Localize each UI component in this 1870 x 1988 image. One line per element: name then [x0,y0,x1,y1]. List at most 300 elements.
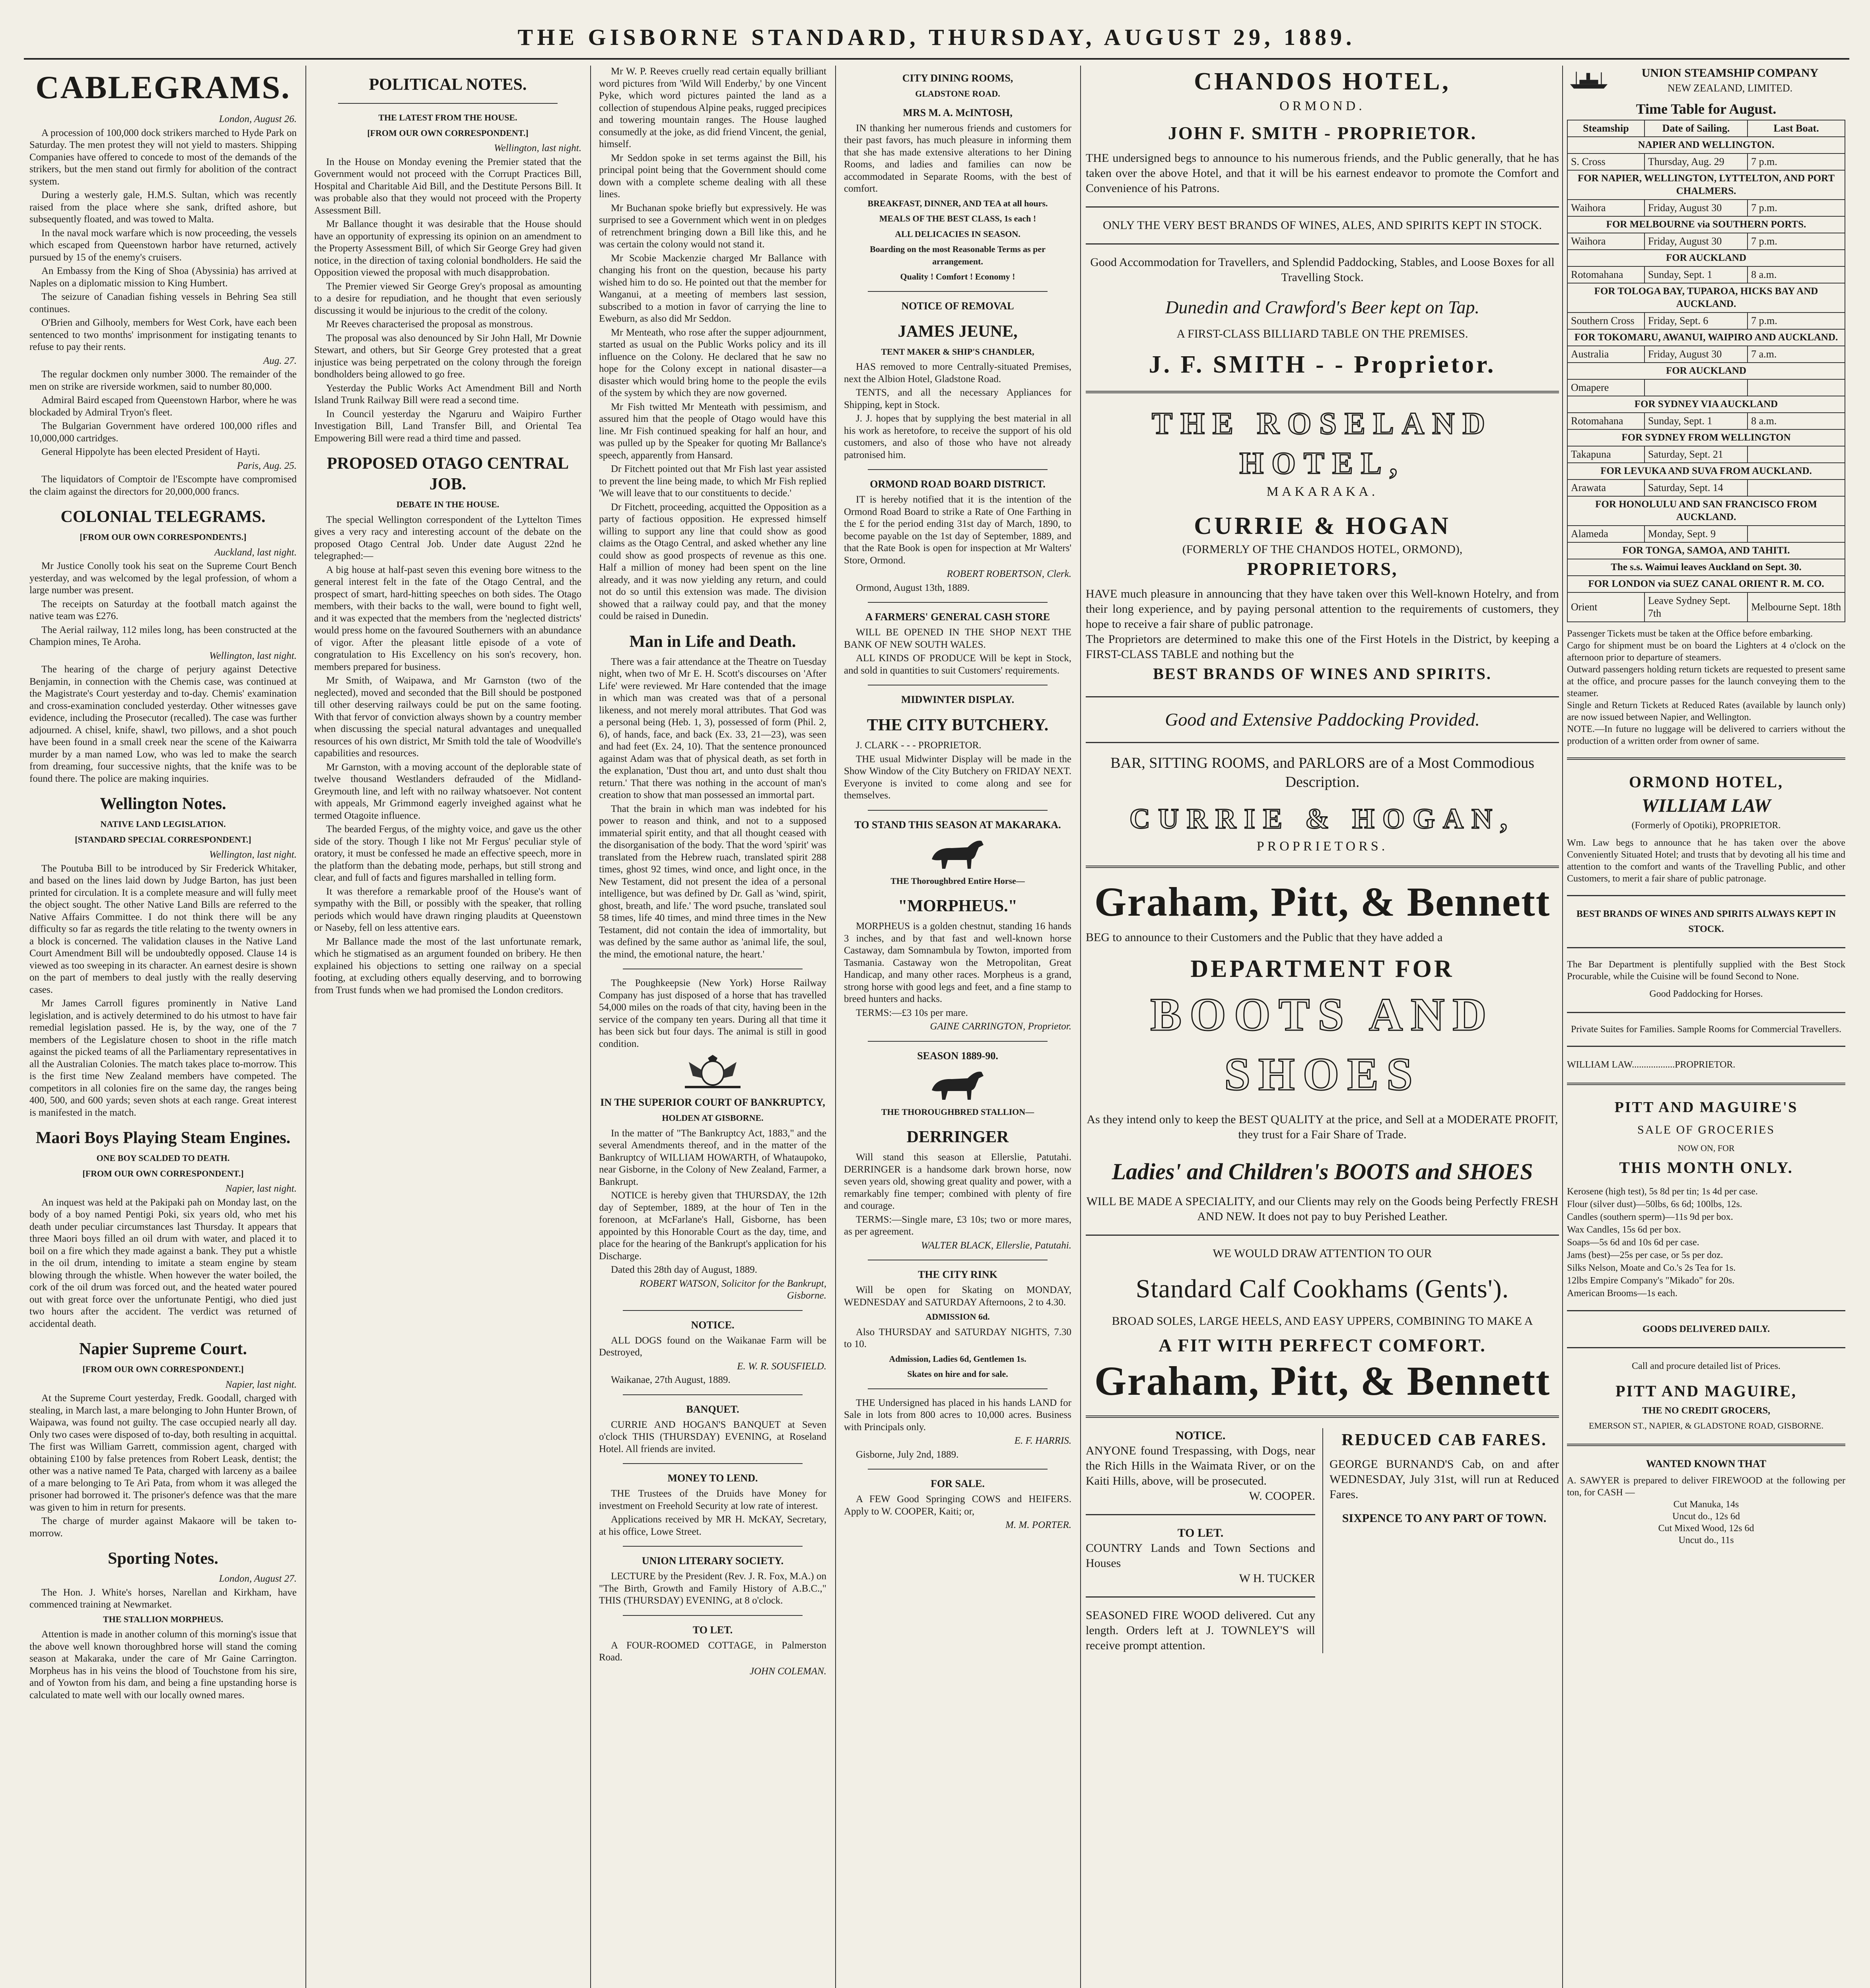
gpb-paragraph: WILL BE MADE A SPECIALITY, and our Clients may rely on the Goods being Perfectly FRESH AND NEW. It does not pay to buy Perished Leather. [1086,1195,1559,1223]
timetable-cell-boat: 7 p.m. [1748,200,1845,216]
timetable-cell-boat: Melbourne Sept. 18th [1748,592,1845,622]
column-debate-continued [593,66,832,1988]
horse-icon [924,1066,991,1102]
ad-paragraph: A FOUR-ROOMED COTTAGE, in Palmerston Road. [599,1640,826,1663]
price-list-item: American Brooms—1s each. [1567,1288,1678,1299]
dateline: Napier, last night. [225,1379,297,1390]
price-list-item: Jams (best)—25s per case, or 5s per doz. [1567,1250,1723,1260]
kicker: ONE BOY SCALDED TO DEATH. [96,1153,230,1163]
kicker: [FROM OUR OWN CORRESPONDENT.] [82,1364,244,1374]
article-paragraph: Mr Seddon spoke in set terms against the Bill, his principal point being that the Government should come down with a complete scheme dealing with all these lines. [599,152,826,200]
timetable-row [1567,592,1845,622]
article-paragraph: Admiral Baird escaped from Queenstown Harbor, where he was blockaded by Admiral Tryon's fleet. [29,395,297,418]
ad-signature: WALTER BLACK, Ellerslie, Patutahi. [921,1240,1071,1251]
article-paragraph: General Hippolyte has been elected President of Hayti. [41,447,260,457]
article-paragraph: In Council yesterday the Ngaruru and Waipiro Further Investigation Bill, Land Transfer Bill, and Oriental Tea Empowering Bill were read a third time and passed. [314,408,581,444]
cab-fares-town: SIXPENCE TO ANY PART OF TOWN. [1342,1512,1547,1525]
bottom-notices [1086,1428,1559,1653]
timetable-row [1567,346,1845,363]
column-political [309,66,587,1988]
ad-paragraph: THE Undersigned has placed in his hands LAND for Sale in lots from 800 acres to 10,000 acres. Business with Principals only. [844,1397,1071,1433]
gpb-department: DEPARTMENT FOR [1190,955,1454,982]
ad-paragraph: MORPHEUS is a golden chestnut, standing 16 hands 3 inches, and by that fast and well-known horse Castaway, dam Somnambula by Towton, imported from Tasmania. Castaway won the Metropolitan, Great Handicap, and many other races. Morpheus is a grand, strong horse with good legs and feet, and a fine stamp to breed hunters and hacks. [844,921,1071,1004]
pitt-maguire-month: THIS MONTH ONLY. [1619,1159,1793,1176]
timetable-cell-boat: 8 a.m. [1748,413,1845,429]
divider [1086,1514,1315,1515]
timetable-row [1567,200,1845,216]
price-list-item: Soaps—5s 6d and 10s 6d per case. [1567,1237,1699,1248]
article-paragraph: The proposal was also denounced by Sir John Hall, Mr Downie Stewart, and others, but Sir George Grey protested that a great injustice was being perpetrated on the colony through the foreign bondholders being allowed to go free. [314,332,581,380]
price-list-item: Kerosene (high test), 5s 8d per tin; 1s 4d per case. [1567,1186,1758,1197]
gpb-calf-cookhams: Standard Calf Cookhams (Gents'). [1135,1274,1509,1303]
kicker: NATIVE LAND LEGISLATION. [100,819,226,829]
divider [868,1041,1048,1042]
ad-line: MEALS OF THE BEST CLASS, 1s each ! [879,214,1036,223]
timetable-row [1567,153,1845,170]
timetable-cell-ship: Omapere [1567,379,1645,396]
timetable-row [1567,480,1845,496]
article-paragraph: The hearing of the charge of perjury against Detective Benjamin, in connection with the Chemis case, was continued at the Magistrate's Court yesterday and to-day. Chemis' examination and cross-examination concluded yesterday. Other witnesses gave evidence, including the Prosecutor (recalled). The case was further adjourned. A chisel, knife, shawl, two pillows, and a shot pouch have been found in a small creek near the scene of the Kaiwarra murder by a man named Low, who was led to make the search from dreaming, four successive nights, that the knife was to be found there. The police are making inquiries. [29,664,297,784]
kicker: [STANDARD SPECIAL CORRESPONDENT.] [75,834,251,845]
timetable-row [1567,313,1845,329]
article-paragraph: Mr Menteath, who rose after the supper adjournment, started as usual on the Public Works policy and its ill influence on the Colony. He declared that he saw no hope for the Colony except in national disaster—a disaster which would bring home to the people the evils of the system by which they are now governed. [599,327,826,398]
price-list-item: Candles (southern sperm)—11s 9d per box. [1567,1212,1733,1222]
divider [1086,1235,1559,1236]
uss-note: Cargo for shipment must be on board the Lighters at 4 o'clock on the afternoon prior to departure of steamers. [1567,641,1845,663]
uss-note: Passenger Tickets must be taken at the Office before embarking. [1567,629,1813,639]
article-paragraph: An Embassy from the King of Shoa (Abyssinia) has arrived at Naples on a diplomatic mission to King Humbert. [29,266,297,289]
section-title: Napier Supreme Court. [79,1340,247,1358]
timetable-row [1567,526,1845,542]
ad-paragraph: Waikanae, 27th August, 1889. [611,1375,731,1385]
article-paragraph: The liquidators of Comptoir de l'Escompte have compromised the claim against the directors for 20,000,000 francs. [29,474,297,497]
cab-fares-ad [1322,1428,1559,1653]
article-paragraph: The bearded Fergus, of the mighty voice, and gave us the other side of the story. Though I like not Mr Fergus' peculiar style of oratory, it must be confessed he made an effective speech, more in the platform than the debating mode, perhaps, but still strong and clear, and full of facts and figures marshalled in telling form. [314,824,581,883]
cab-fares-paragraph: GEORGE BURNAND'S Cab, on and after WEDNESDAY, July 31st, will run at Reduced Fares. [1330,1458,1559,1501]
william-law-formerly: (Formerly of Opotiki), PROPRIETOR. [1631,820,1781,831]
ad-heading: BANQUET. [686,1403,739,1415]
ad-line: J. CLARK - - - PROPRIETOR. [856,740,982,751]
chandos-wines: ONLY THE VERY BEST BRANDS OF WINES, ALES, AND SPIRITS KEPT IN STOCK. [1102,219,1542,232]
article-paragraph: Mr Garnston, with a moving account of the deplorable state of twelve thousand Westlanders defrauded of the Midland-Greymouth line, and left with no railway whatsoever. Not content with appeals, Mr Grimmond eagerly inveighed against what he termed Otagoite influence. [314,761,581,821]
dateline: Wellington, last night. [494,143,581,153]
notice-signature: W H. TUCKER [1239,1572,1315,1585]
divider [868,602,1048,603]
gpb-fit: A FIT WITH PERFECT COMFORT. [1159,1335,1486,1355]
ad-heading: UNION LITERARY SOCIETY. [641,1555,784,1567]
kicker: [FROM OUR OWN CORRESPONDENT.] [82,1168,244,1178]
pitt-maguire-delivery: GOODS DELIVERED DAILY. [1642,1324,1770,1334]
article-paragraph: Mr Reeves characterised the proposal as monstrous. [326,319,533,330]
article-paragraph: In the naval mock warfare which is now proceeding, the vessels which escaped from Queenstown harbor have returned, actively pursued by 15 of the enemy's cruisers. [29,227,297,263]
section-title: PROPOSED OTAGO CENTRAL JOB. [327,454,569,493]
roseland-location: MAKARAKA. [1266,484,1378,499]
price-list-item: Wax Candles, 15s 6d per box. [1567,1225,1681,1235]
ad-paragraph: ALL DOGS found on the Waikanae Farm will be Destroyed, [599,1335,826,1358]
dateline: Auckland, last night. [214,547,297,558]
chandos-hotel-title: CHANDOS HOTEL, [1194,68,1451,95]
article-paragraph: At the Supreme Court yesterday, Fredk. Goodall, charged with stealing, in March last, a mare belonging to John Hunter Brown, of Waipawa, was found not guilty. The case occupied nearly all day. Only two cases were disposed of to-day, both resulting in acquittal. The first was William Garrett, commission agent, charged with obtaining £100 by false pretences from Robert Leask, dentist; the other was a native named Te Pata, charged with larceny as a bailee of a mare belonging to Te Arì Pata, from whom it was alleged the prisoner had borrowed it. The prisoner's defence was that the mare was given to him in return for presents. [29,1393,297,1513]
ormond-hotel-paddocking: Good Paddocking for Horses. [1649,989,1763,999]
article-paragraph: Dr Fitchett, proceeding, acquitted the Opposition as a party of factious opposition. He expressed himself willing to support any line that could show as good claims as the Otago Central, and asked whether any line could show as good prospects of revenue as this one. Half a million of money had been spent on the line already, and it was now yielding any return, and could not do so until this extension was made. The division showed that a railway could pay, and that the money could be raised in Dunedin. [599,501,826,621]
ad-heading: MIDWINTER DISPLAY. [901,694,1015,705]
article-paragraph: The Aerial railway, 112 miles long, has been constructed at the Champion mines, Te Aroha. [29,624,297,647]
ad-line: TENT MAKER & SHIP'S CHANDLER, [881,346,1034,357]
column-rule [1080,66,1081,1988]
ad-signature: E. F. HARRIS. [1014,1435,1071,1446]
timetable-cell-boat: 7 a.m. [1748,346,1845,363]
ormond-hotel-suites: Private Suites for Families. Sample Rooms for Commercial Travellers. [1571,1024,1841,1035]
article-paragraph: The regular dockmen only number 3000. The remainder of the men on strike are riverside workmen, said to number 80,000. [29,369,297,392]
divider [1567,1444,1845,1446]
chandos-beer: Dunedin and Crawford's Beer kept on Tap. [1165,297,1479,317]
column-rule [1562,66,1563,1988]
article-paragraph: The special Wellington correspondent of the Lyttelton Times gives a very racy and interesting account of the debate on the proposed Otago Central Job. Under date August 22nd he telegraphed:— [314,514,581,561]
timetable-cell-date: Friday, Sept. 6 [1645,313,1748,329]
timetable-cell-boat [1748,446,1845,463]
article-paragraph: Mr Ballance thought it was desirable that the House should have an opportunity of expressing its opinion on an amendment to the Property Assessment Bill, of which Sir George Grey had given notice, in the direction of taxing colonial bondholders. He said the Opposition viewed the proposal with much disapprobation. [314,219,581,278]
ad-paragraph: HAS removed to more Centrally-situated Premises, next the Albion Hotel, Gladstone Road. [844,361,1071,384]
divider [1086,243,1559,245]
article-paragraph: During a westerly gale, H.M.S. Sultan, which was recently raised from the place where she sank, drifted ashore, but subsequently floated, and was towed to Malta. [29,190,297,225]
timetable-cell-ship: Rotomahana [1567,266,1645,283]
divider [1567,1046,1845,1047]
timetable-route: FOR AUCKLAND [1567,363,1845,379]
currie-hogan-paragraph: The Proprietors are determined to make this one of the First Hotels in the District, by keeping a FIRST-CLASS TABLE and nothing but the [1086,633,1559,661]
timetable-route: The s.s. Waimui leaves Auckland on Sept. 30. [1567,559,1845,576]
notice-heading: TO LET. [1177,1526,1224,1540]
article-paragraph: The receipts on Saturday at the football match against the native team was £276. [29,598,297,621]
ad-paragraph: In the matter of "The Bankruptcy Act, 1883," and the several Amendments thereof, and in the matter of the Bankruptcy of WILLIAM HOWARTH, of Whataupoko, near Gisborne, in the Colony of New Zealand, Farmer, a Bankrupt. [599,1128,826,1187]
pitt-maguire-sale: SALE OF GROCERIES [1637,1123,1775,1136]
timetable-row [1567,216,1845,233]
pitt-maguire-address: EMERSON ST., NAPIER, & GLADSTONE ROAD, GISBORNE. [1588,1421,1824,1431]
ad-paragraph: THE Trustees of the Druids have Money for investment on Freehold Security at low rate of interest. [599,1488,826,1511]
timetable-route: FOR TOLOGA BAY, TUPAROA, HICKS BAY AND AUCKLAND. [1567,283,1845,313]
timetable-cell-date: Monday, Sept. 9 [1645,526,1748,542]
timetable-cell-date: Friday, August 30 [1645,346,1748,363]
firewood-item: Uncut do., 11s [1678,1535,1734,1545]
gpb-ladies-childrens: Ladies' and Children's BOOTS and SHOES [1112,1159,1533,1184]
ad-signature: M. M. PORTER. [1005,1520,1071,1530]
article-paragraph: In the House on Monday evening the Premier stated that the Government would not proceed with the Corrupt Practices Bill, Hospital and Charitable Aid Bill, and the Destitute Persons Bill. It was probable also that they would not proceed with the Property Assessment Bill. [314,156,581,216]
article-paragraph: The Poughkeepsie (New York) Horse Railway Company has just disposed of a horse that has travelled 54,000 miles on the roads of that city, having been in the service of the company ten years. During all that time it has been sick but four days. The animal is still in good condition. [599,978,826,1049]
uss-title: UNION STEAMSHIP COMPANY [1641,66,1819,80]
chandos-signature: J. F. SMITH - - Proprietor. [1149,351,1496,378]
ad-paragraph: THE usual Midwinter Display will be made in the Show Window of the City Butchery on FRIDAY NEXT. Everyone is invited to come along and see for themselves. [844,753,1071,801]
article-paragraph: The Bulgarian Government have ordered 100,000 rifles and 10,000,000 cartridges. [29,421,297,444]
ormond-hotel-brands: BEST BRANDS OF WINES AND SPIRITS ALWAYS KEPT IN STOCK. [1576,909,1836,934]
timetable-row [1567,413,1845,429]
timetable-cell-date: Leave Sydney Sept. 7th [1645,592,1748,622]
masthead: THE GISBORNE STANDARD, THURSDAY, AUGUST 29, 1889. [24,16,1849,60]
ad-paragraph: Applications received by MR H. McKAY, Secretary, at his office, Lowe Street. [599,1514,826,1537]
ad-signature: ROBERT WATSON, Solicitor for the Bankrupt, Gisborne. [640,1278,826,1301]
gpb-paragraph: As they intend only to keep the BEST QUALITY at the price, and Sell at a MODERATE PROFIT, they trust for a Fair Share of Trade. [1087,1113,1558,1141]
ad-paragraph: Ormond, August 13th, 1889. [856,582,970,593]
section-title: CABLEGRAMS. [35,69,291,105]
column-rule [305,66,306,1988]
ormond-hotel-paragraph: Wm. Law begs to announce that he has taken over the above Conveniently Situated Hotel; and trusts that by devoting all his time and attention to the comfort and wants of the Travelling Public, and other Customers, to merit a fair share of public patronage. [1567,838,1845,884]
article-paragraph: Mr Ballance made the most of the last unfortunate remark, which he stigmatised as an argument founded on bribery. He then explained his objections to setting one railway on a special footing, at excluding others equally deserving, and to borrowing from Trust funds when we had promised the London creditors. [314,936,581,996]
currie-hogan-proprietors: PROPRIETORS, [1247,559,1398,579]
currie-hogan-formerly: (FORMERLY OF THE CHANDOS HOTEL, ORMOND), [1182,543,1463,556]
dateline: Wellington, last night. [209,849,297,860]
wanted-known-heading: WANTED KNOWN THAT [1646,1458,1767,1470]
divider [868,1469,1048,1470]
chandos-accommodation: Good Accommodation for Travellers, and Splendid Paddocking, Stables, and Loose Boxes for all Travelling Stock. [1090,256,1555,284]
timetable-cell-date: Sunday, Sept. 1 [1645,413,1748,429]
pitt-maguire-price-list [1567,1185,1845,1300]
timetable-route: FOR TONGA, SAMOA, AND TAHITI. [1567,542,1845,559]
currie-hogan-signature: CURRIE & HOGAN, [1129,803,1515,835]
column-local-ads [838,66,1077,1988]
timetable-row [1567,137,1845,153]
article-paragraph: The seizure of Canadian fishing vessels in Behring Sea still continues. [29,291,297,315]
timetable-route: FOR LEVUKA AND SUVA FROM AUCKLAND. [1567,463,1845,480]
firewood-price-list [1567,1499,1845,1546]
uss-note: NOTE.—In future no luggage will be delivered to carriers without the production of a written order from owner of same. [1567,724,1845,746]
timetable-row [1567,396,1845,413]
pitt-maguire-signature: PITT AND MAGUIRE, [1615,1382,1797,1400]
hotel-and-boots-ads [1086,66,1559,1988]
ad-paragraph: TERMS:—£3 10s per mare. [856,1007,968,1018]
article-paragraph: It was therefore a remarkable proof of the House's want of sympathy with the Bill, or possibly with the speaker, that rolling periods which would have drawn ringing plaudits at Queenstown or Naseby, fell on less attentive ears. [314,886,581,933]
divider [623,1394,803,1395]
divider [1567,1310,1845,1311]
ad-paragraph: WILL BE OPENED IN THE SHOP NEXT THE BANK OF NEW SOUTH WALES. [844,627,1071,650]
section-title: Maori Boys Playing Steam Engines. [35,1129,291,1147]
currie-hogan-title: CURRIE & HOGAN [1194,513,1451,540]
ad-line: Boarding on the most Reasonable Terms as per arrangement. [870,244,1046,266]
article-paragraph: Mr Scobie Mackenzie charged Mr Ballance with changing his front on the question, because his party wished him to do so. He pointed out that the member for Wanganui, at a meeting of members last session, subscribed to a motion in favor of carrying the line to Eweburn, as also did Mr Seddon. [599,252,826,324]
timetable-cell-date: Sunday, Sept. 1 [1645,266,1748,283]
firewood-item: Cut Mixed Wood, 12s 6d [1658,1523,1754,1534]
ad-line: Skates on hire and for sale. [907,1369,1008,1379]
ad-subheading: HOLDEN AT GISBORNE. [662,1113,764,1123]
timetable-route: FOR LONDON via SUEZ CANAL ORIENT R. M. CO. [1567,576,1845,592]
column-cablegrams [24,66,302,1988]
timetable-cell-ship: Australia [1567,346,1645,363]
timetable-route: NAPIER AND WELLINGTON. [1567,137,1845,153]
divider [1086,206,1559,208]
kicker: THE STALLION MORPHEUS. [103,1614,224,1624]
ormond-hotel-signature: WILLIAM LAW..................PROPRIETOR. [1567,1060,1736,1070]
divider [1086,1596,1315,1598]
ad-paragraph: TERMS:—Single mare, £3 10s; two or more mares, as per agreement. [844,1214,1071,1237]
timetable-row [1567,170,1845,200]
gpb-paragraph: BROAD SOLES, LARGE HEELS, AND EASY UPPERS, COMBINING TO MAKE A [1112,1314,1533,1328]
article-paragraph: Mr W. P. Reeves cruelly read certain equally brilliant word pictures from 'Wild Will Enderby,' by one Vincent Pyke, which word pictures painted the land as a collection of stupendous Alpine peaks, rugged precipices and towering mountain ranges. The House laughed consumedly at the joke, as did friend Vincent, the genial, himself. [599,66,826,149]
timetable-row [1567,329,1845,346]
ad-heading: NOTICE. [691,1319,735,1331]
ad-heading: SEASON 1889-90. [917,1050,998,1062]
cab-fares-heading: REDUCED CAB FARES. [1341,1431,1547,1449]
uss-subtitle: NEW ZEALAND, LIMITED. [1667,82,1793,94]
article-paragraph: Mr Fish twitted Mr Menteath with pessimism, and assured him that the people of Otago would have this line. Mr Fish continued speaking for half an hour, and was pulled up by the Speaker for quoting Mr Ballance's speech, apparently from Hansard. [599,401,826,461]
ad-line: ALL DELICACIES IN SEASON. [895,229,1021,239]
steamship-icon [1567,66,1611,93]
ad-paragraph: Will stand this season at Ellerslie, Patutahi. DERRINGER is a handsome dark brown horse, now seven years old, showing great quality and power, with a remarkably fine temper; combined with plenty of fire and courage. [844,1152,1071,1211]
royal-crest-icon [677,1054,748,1090]
timetable-route: FOR TOKOMARU, AWANUI, WAIPIRO AND AUCKLAND. [1567,329,1845,346]
ad-paragraph: CURRIE AND HOGAN'S BANQUET at Seven o'clock THIS (THURSDAY) EVENING, at Roseland Hotel. All friends are invited. [599,1419,826,1454]
currie-hogan-paddocking: Good and Extensive Paddocking Provided. [1165,709,1480,730]
timetable-cell-boat [1748,379,1845,396]
timetable-row [1567,233,1845,250]
ad-line: ADMISSION 6d. [925,1312,990,1322]
timetable-row [1567,429,1845,446]
timetable-cell-boat: 8 a.m. [1748,266,1845,283]
divider [1567,1347,1845,1348]
divider [623,1615,803,1616]
section-title: Man in Life and Death. [629,632,796,651]
timetable-header: Steamship [1567,120,1645,137]
ad-line: THE THOROUGHBRED STALLION— [881,1107,1034,1117]
timetable-row [1567,266,1845,283]
divider [1567,757,1845,760]
notice-heading: NOTICE. [1175,1429,1226,1442]
pitt-maguire-now: NOW ON, FOR [1678,1143,1735,1153]
article-paragraph: The charge of murder against Makaore will be taken to-morrow. [29,1516,297,1539]
timetable-cell-ship: Takapuna [1567,446,1645,463]
divider [1086,696,1559,697]
ad-paragraph: J. J. hopes that by supplying the best material in all his work as heretofore, to receive the support of his old customers, and also of those who have not already patronised him. [844,413,1071,460]
ad-name: MRS M. A. McINTOSH, [903,107,1013,118]
notice-paragraph: COUNTRY Lands and Town Sections and Houses [1086,1541,1315,1570]
timetable-route: FOR NAPIER, WELLINGTON, LYTTELTON, AND PORT CHALMERS. [1567,170,1845,200]
section-title: Wellington Notes. [100,795,226,813]
article-paragraph: A procession of 100,000 dock strikers marched to Hyde Park on Saturday. The men protest they will not yield to masters. Shipping Companies have offered to concede to most of the demands of the strikers, but the men stand out firmly for abolition of the contract system. [29,127,297,187]
ormond-hotel-paragraph: The Bar Department is plentifully supplied with the Best Stock Procurable, while the Cuisine will be found Second to None. [1567,959,1845,982]
ormond-hotel-title: ORMOND HOTEL, [1629,773,1783,791]
timetable-cell-date: Friday, August 30 [1645,233,1748,250]
ad-signature: E. W. R. SOUSFIELD. [737,1361,826,1372]
currie-hogan-paragraph: HAVE much pleasure in announcing that they have taken over this Well-known Hotelry, and from their long experience, and by paying personal attention to the requirements of customers, they hope to receive a fair share of public patronage. [1086,587,1559,631]
horse-icon [924,835,991,871]
ad-paragraph: A FEW Good Springing COWS and HEIFERS. Apply to W. COOPER, Kaiti; or, [844,1494,1071,1517]
wanted-known-paragraph: A. SAWYER is prepared to deliver FIREWOOD at the following per ton, for CASH — [1567,1475,1845,1498]
timetable-cell-ship: S. Cross [1567,153,1645,170]
divider [623,1463,803,1464]
uss-timetable [1567,120,1845,622]
ad-heading: IN THE SUPERIOR COURT OF BANKRUPTCY, [600,1097,825,1108]
divider [868,469,1048,470]
notice-paragraph: SEASONED FIRE WOOD delivered. Cut any length. Orders left at J. TOWNLEY'S will receive prompt attention. [1086,1609,1315,1652]
kicker: [FROM OUR OWN CORRESPONDENTS.] [80,532,247,542]
section-title: POLITICAL NOTES. [369,76,527,94]
ad-name: JAMES JEUNE, [898,322,1018,341]
divider [623,1546,803,1547]
timetable-header: Date of Sailing. [1645,120,1748,137]
article-paragraph: The Hon. J. White's horses, Narellan and Kirkham, have commenced training at Newmarket. [29,1587,297,1610]
ad-paragraph: Also THURSDAY and SATURDAY NIGHTS, 7.30 to 10. [844,1326,1071,1349]
column-rule [835,66,836,1988]
dateline: Napier, last night. [225,1183,297,1194]
dateline: Wellington, last night. [209,650,297,661]
ad-heading: NOTICE OF REMOVAL [901,300,1014,312]
divider [1567,1012,1845,1013]
uss-note: Single and Return Tickets at Reduced Rates (available by launch only) are now issued between Napier, and Wellington. [1567,700,1845,722]
timetable-cell-date: Friday, August 30 [1645,200,1748,216]
divider [1567,895,1845,896]
ad-paragraph: LECTURE by the President (Rev. J. R. Fox, M.A.) on "The Birth, Growth and Family History of A.B.C.," THIS (THURSDAY) EVENING, at 8 o'clock. [599,1571,826,1606]
timetable-row [1567,576,1845,592]
dateline: London, August 27. [219,1573,297,1584]
ad-line: THE Thoroughbred Entire Horse— [890,876,1025,886]
chandos-paragraph: THE undersigned begs to announce to his numerous friends, and the Public generally, that he has taken over the above Hotel, and that it will be his earnest endeavor to promote the Comfort and Convenience of his Patrons. [1086,151,1559,195]
pitt-maguire-tagline: THE NO CREDIT GROCERS, [1642,1406,1771,1416]
article-paragraph: A big house at half-past seven this evening bore witness to the general interest felt in the fate of the Otago Central, and the prospect of smart, hard-hitting speeches on both sides. The Otago members, with their backs to the wall, were bound to fight well, and it was expected that the members from the 'neglected districts' would press home on the favoured Southerners with an abundance of vigor. After the pleasant little episode of a vote of congratulation to His Excellency on his son's recovery, hon. members prepared for business. [314,564,581,672]
firewood-item: Cut Manuka, 14s [1673,1499,1739,1510]
timetable-route: FOR AUCKLAND [1567,250,1845,266]
divider [1086,391,1559,393]
timetable-cell-date [1645,379,1748,396]
uss-note: Outward passengers holding return tickets are requested to present same at the office, and procure passes for the launch conveying them to the steamer. [1567,664,1845,699]
timetable-row [1567,559,1845,576]
ad-paragraph: Dated this 28th day of August, 1889. [611,1264,758,1275]
article-paragraph: Mr James Carroll figures prominently in Native Land legislation, and is actively determined to do his utmost to have fair remedial legislation passed. He is, by the way, one of the 7 members of the Legislature chosen to shoot in the rifle match against the picked teams of all the Parliamentary representatives in all the Australian Colonies. The match takes place to-morrow. This is the first time New Zealand members have competed. The competitors in all colonies fire on the same day, the ranges being 400, 500, and 600 yards; seven shots at each range. Great interest is manifested in the match. [29,998,297,1118]
kicker: [FROM OUR OWN CORRESPONDENT.] [367,128,529,138]
article-paragraph: An inquest was held at the Pakipaki pah on Monday last, on the body of a boy named Pentigi Poki, six years old, who met his death under peculiar circumstances last Thursday. It appears that three Maori boys filled an oil drum with water, and placed it to boil on a fire which they made against a bank. They put a whistle in the oil drum, intending to imitate a steam engine by steam blowing through the whistle. When however the water boiled, the cork of the oil drum was forced out, and the heated water poured out with great force over the unfortunate Pentigi, who died just two hours after the accident. The verdict was returned of accidental death. [29,1197,297,1329]
timetable-row [1567,363,1845,379]
article-paragraph: The Poutuba Bill to be introduced by Sir Frederick Whitaker, and based on the lines laid down by Judge Barton, has just been printed for circulation. It is a complete measure and will fully meet the object sought. The other Native Land Bills are referred to the Native Affairs Committee. I do not think there will be any difficulty so far as regards the title relating to the twenty owners in a block is concerned. The validation clauses in the Native Land Court Amendment Bill will be undoubtedly opposed. Clause 14 is viewed as too sweeping in its character. An earnest desire is shown on the part of members to deal justly with the really deserving cases. [29,863,297,995]
divider [1086,742,1559,743]
notice-paragraph: ANYONE found Trespassing, with Dogs, near the Rich Hills in the Waimata River, or on the Kaiti Hills, above, will be prosecuted. [1086,1444,1315,1487]
ad-paragraph: IN thanking her numerous friends and customers for their past favors, has much pleasure in informing them that she has made extensive alterations to her Dining Rooms, and ladies and families can now be accommodated in Separate Rooms, with the best of comfort. [844,122,1071,194]
article-paragraph: Mr Smith, of Waipawa, and Mr Garnston (two of the neglected), moved and seconded that the Bill should be postponed till other deserving railways could be put on the same footing. With that fervor of conviction always shown by a country member when discussing the special natural advantages and unequalled resources of his own district, Mr Smith told the tale of Woodville's capabilities and resources. [314,675,581,759]
gpb-attention: WE WOULD DRAW ATTENTION TO OUR [1213,1247,1432,1260]
divider [623,1310,803,1311]
chandos-location: ORMOND. [1279,99,1365,113]
kicker: THE LATEST FROM THE HOUSE. [378,113,517,122]
timetable-cell-ship: Waihora [1567,200,1645,216]
article-paragraph: Mr Justice Conolly took his seat on the Supreme Court Bench yesterday, and was welcomed by the legal profession, of whom a large number was present. [29,561,297,596]
price-list-item: 12lbs Empire Company's "Mikado" for 20s. [1567,1276,1735,1286]
timetable-cell-date: Saturday, Sept. 14 [1645,480,1748,496]
ad-paragraph: ALL KINDS OF PRODUCE Will be kept in Stock, and sold in quantities to suit Customers' requirements. [844,653,1071,676]
divider [868,1388,1048,1389]
timetable-header: Last Boat. [1748,120,1845,137]
timetable-cell-ship: Alameda [1567,526,1645,542]
currie-hogan-proprietors-2: PROPRIETORS. [1256,839,1388,854]
divider [1086,1415,1559,1418]
timetable-route: FOR HONOLULU AND SAN FRANCISCO FROM AUCKLAND. [1567,496,1845,526]
ad-signature: ROBERT ROBERTSON, Clerk. [947,569,1071,579]
article-paragraph: O'Brien and Gilhooly, members for West Cork, have each been sentenced to two months' imprisonment for instigating tenants to refuse to pay their rents. [29,317,297,352]
shipping-and-grocer-ads [1567,66,1845,1988]
timetable-route: FOR SYDNEY FROM WELLINGTON [1567,429,1845,446]
section-title: Sporting Notes. [108,1549,218,1568]
currie-hogan-brands: BEST BRANDS OF WINES AND SPIRITS. [1153,665,1492,683]
ad-subheading: GLADSTONE ROAD. [915,89,1000,99]
ad-heading: MONEY TO LEND. [667,1472,758,1484]
article-paragraph: Mr Buchanan spoke briefly but expressively. He was surprised to see a Government which went in on pledges of retrenchment bringing down a Bill like this, and he was certain the colony would not stand it. [599,202,826,250]
ad-heading: THE CITY RINK [918,1269,997,1280]
firewood-item: Uncut do., 12s 6d [1672,1511,1740,1522]
timetable-route: FOR MELBOURNE via SOUTHERN PORTS. [1567,216,1845,233]
divider [1567,947,1845,948]
kicker: DEBATE IN THE HOUSE. [396,499,500,509]
dateline: Aug. 27. [263,355,297,366]
column-rule [590,66,591,1988]
timetable-row [1567,446,1845,463]
chandos-proprietor: JOHN F. SMITH - PROPRIETOR. [1168,123,1477,143]
william-law-name: WILLIAM LAW [1641,795,1771,816]
ad-name: THE CITY BUTCHERY. [867,716,1049,734]
article-paragraph: Attention is made in another column of this morning's issue that the above well known thoroughbred horse will stand the coming season at Makaraka, under the care of Mr Gaine Carrington. Morpheus has in his veins the blood of Touchstone from his sire, and of Yowton from his dam, and being a fine upstanding horse is calculated to mate well with our locally owned mares. [29,1629,297,1701]
graham-pitt-bennett-title: Graham, Pitt, & Bennett [1094,879,1551,925]
